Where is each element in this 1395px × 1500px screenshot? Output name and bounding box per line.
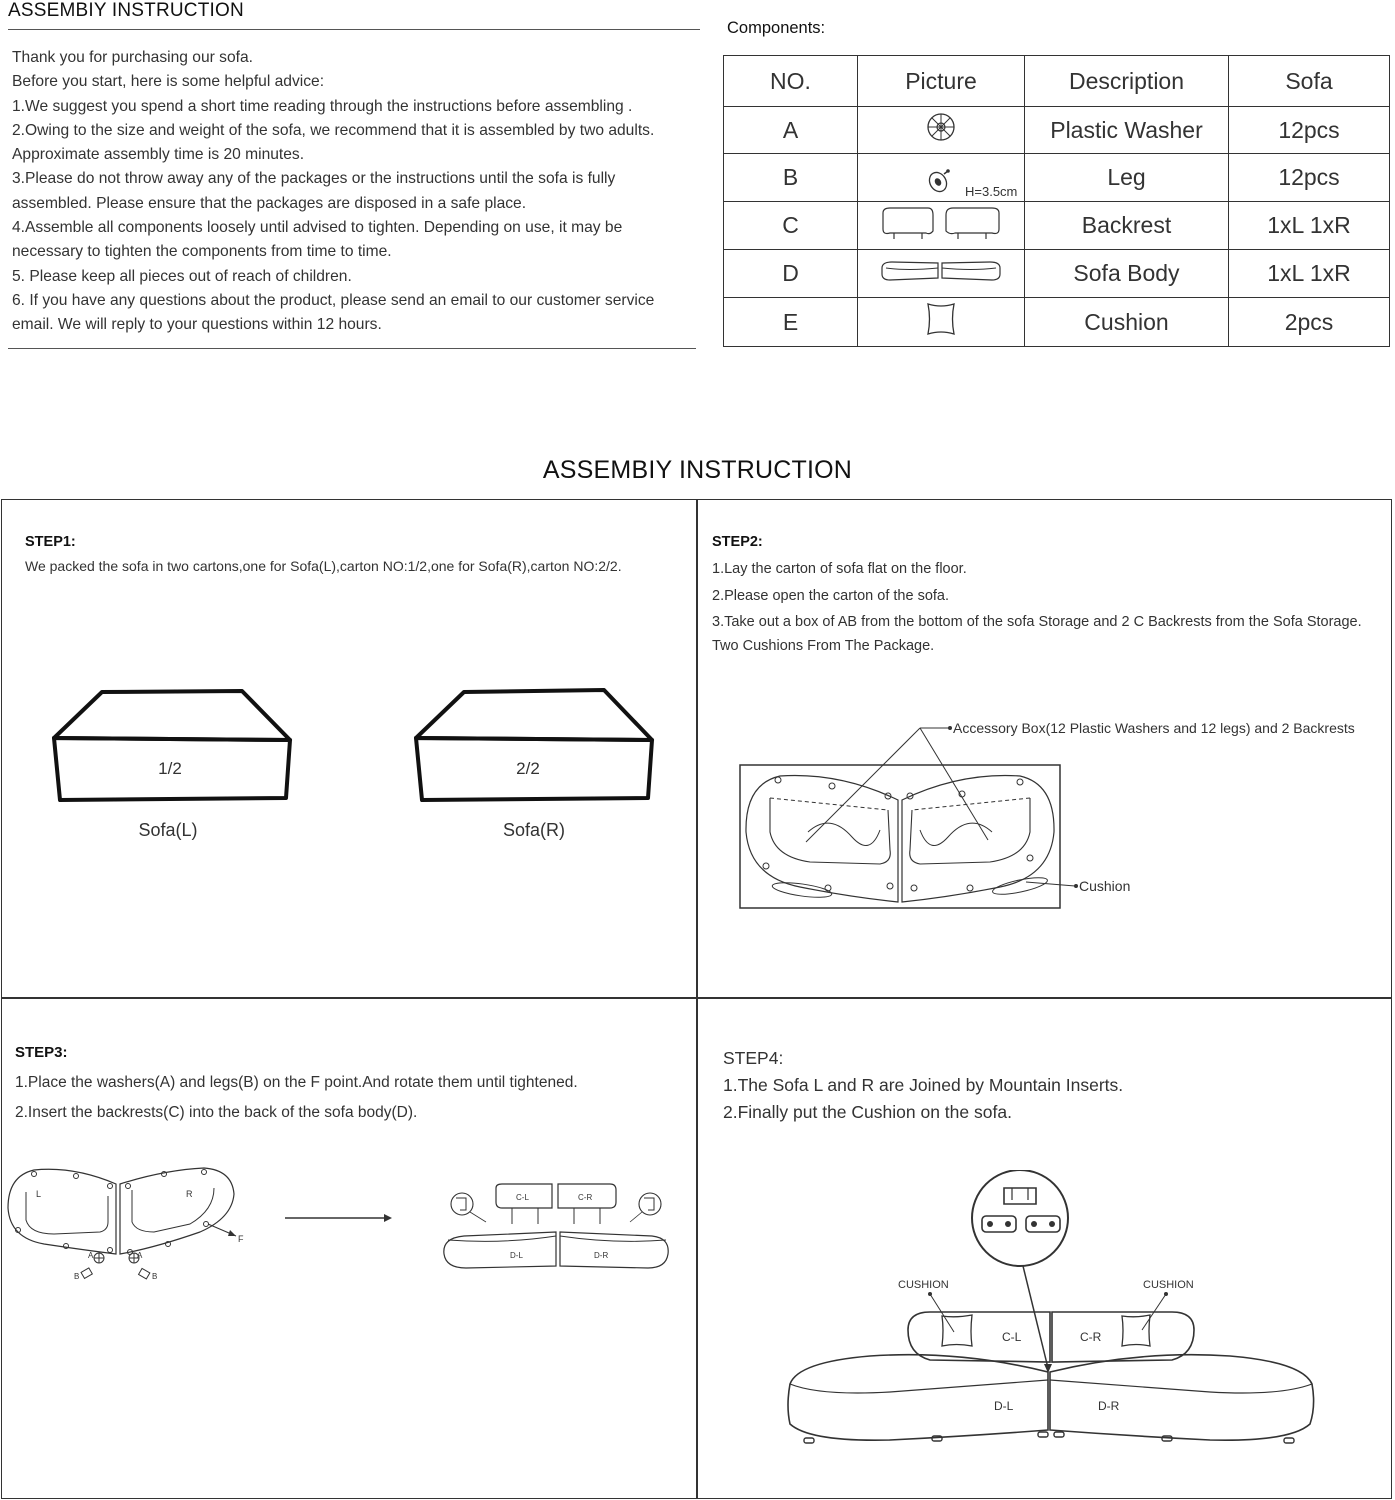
- cushion-callout: Cushion: [1079, 878, 1131, 894]
- components-label: Components:: [727, 19, 826, 37]
- step1-heading: STEP1:: [25, 534, 76, 550]
- row-description: Sofa Body: [1025, 250, 1229, 298]
- step3-label-dr: D-R: [594, 1251, 609, 1260]
- step3-label-b: B: [74, 1272, 80, 1281]
- intro-title: ASSEMBIY INSTRUCTION: [8, 0, 244, 21]
- carton-number-right: 2/2: [516, 759, 540, 778]
- step4-label-dr: D-R: [1098, 1399, 1120, 1413]
- row-qty: 2pcs: [1229, 298, 1390, 347]
- row-no: C: [724, 202, 858, 250]
- row-no: E: [724, 298, 858, 347]
- step2-line: 1.Lay the carton of sofa flat on the floor.: [712, 561, 967, 577]
- step2-line: 2.Please open the carton of the sofa.: [712, 588, 949, 604]
- step4-line: 2.Finally put the Cushion on the sofa.: [723, 1102, 1012, 1122]
- step4-cushion-label-left: CUSHION: [898, 1279, 949, 1291]
- step3-label-cr: C-R: [578, 1193, 593, 1202]
- row-no: A: [724, 107, 858, 154]
- step3-label-r: R: [186, 1189, 193, 1199]
- intro-line: email. We will reply to your questions within 12 hours.: [12, 316, 382, 334]
- row-qty: 1xL 1xR: [1229, 250, 1390, 298]
- backrest-icon: [880, 205, 1002, 241]
- intro-divider-bottom: [8, 348, 696, 349]
- intro-line: 1.We suggest you spend a short time reading through the instructions before assembling .: [12, 97, 633, 115]
- step3-heading: STEP3:: [15, 1044, 68, 1061]
- table-row: [724, 107, 1390, 154]
- intro-advice-text: [12, 46, 702, 338]
- row-picture: [858, 107, 1025, 154]
- carton-left: [54, 691, 290, 800]
- intro-line: Thank you for purchasing our sofa.: [12, 49, 253, 66]
- intro-divider-top: [8, 29, 700, 30]
- header-picture: Picture: [858, 56, 1025, 107]
- row-picture: [858, 154, 1025, 202]
- row-picture: [858, 250, 1025, 298]
- row-no: D: [724, 250, 858, 298]
- step4-label-cl: C-L: [1002, 1330, 1022, 1344]
- intro-line: 2.Owing to the size and weight of the sofa, we recommend that it is assembled by two adults.: [12, 121, 655, 139]
- intro-line: Before you start, here is some helpful advice:: [12, 73, 325, 91]
- step4-heading: STEP4:: [723, 1048, 784, 1068]
- intro-line: 4.Assemble all components loosely until advised to tighten. Depending on use, it may be: [12, 219, 623, 237]
- table-row: [724, 202, 1390, 250]
- step2-heading: STEP2:: [712, 534, 763, 550]
- row-qty: 12pcs: [1229, 107, 1390, 154]
- table-row: [724, 250, 1390, 298]
- step4-label-dl: D-L: [994, 1399, 1014, 1413]
- intro-line: Approximate assembly time is 20 minutes.: [12, 146, 305, 164]
- table-row: [724, 154, 1390, 202]
- row-qty: 12pcs: [1229, 154, 1390, 202]
- step4-label-cr: C-R: [1080, 1330, 1102, 1344]
- accessory-box-callout: Accessory Box(12 Plastic Washers and 12 legs) and 2 Backrests: [953, 720, 1355, 736]
- row-qty: 1xL 1xR: [1229, 202, 1390, 250]
- step2-line: Two Cushions From The Package.: [712, 638, 935, 654]
- row-description: Leg: [1025, 154, 1229, 202]
- step3-label-b2: B: [152, 1272, 158, 1281]
- carton-label-right: Sofa(R): [502, 820, 566, 840]
- components-table: [723, 55, 1390, 347]
- step2-open-carton-illustration: [730, 712, 1385, 922]
- row-picture: [858, 202, 1025, 250]
- cushion-icon: [925, 301, 957, 337]
- step3-label-dl: D-L: [510, 1251, 523, 1260]
- assembly-section-title: ASSEMBIY INSTRUCTION: [542, 456, 853, 484]
- step3-label-a: A: [88, 1251, 94, 1260]
- row-description: Plastic Washer: [1025, 107, 1229, 154]
- step1-text: We packed the sofa in two cartons,one for Sofa(L),carton NO:1/2,one for Sofa(R),carton NO:2/2.: [25, 558, 622, 574]
- step3-line: 2.Insert the backrests(C) into the back of the sofa body(D).: [15, 1104, 418, 1121]
- carton-number-left: 1/2: [158, 759, 182, 778]
- carton-right: [416, 690, 652, 800]
- step1-cartons-illustration: [40, 680, 680, 860]
- plastic-washer-icon: [924, 111, 958, 143]
- step4-line: 1.The Sofa L and R are Joined by Mountain Inserts.: [723, 1075, 1124, 1095]
- step3-line: 1.Place the washers(A) and legs(B) on the F point.And rotate them until tightened.: [15, 1074, 578, 1091]
- row-picture: [858, 298, 1025, 347]
- step4-illustration: [780, 1170, 1325, 1460]
- header-sofa: Sofa: [1229, 56, 1390, 107]
- row-description: Backrest: [1025, 202, 1229, 250]
- table-header-row: [724, 56, 1390, 107]
- row-description: Cushion: [1025, 298, 1229, 347]
- intro-line: 3.Please do not throw away any of the packages or the instructions until the sofa is fully: [12, 170, 616, 188]
- step4-cushion-label-right: CUSHION: [1143, 1279, 1194, 1291]
- intro-line: 5. Please keep all pieces out of reach of children.: [12, 267, 352, 285]
- table-row: [724, 298, 1390, 347]
- sofa-body-icon: [878, 258, 1004, 284]
- intro-line: necessary to tighten the components from time to time.: [12, 243, 392, 261]
- header-no: NO.: [724, 56, 858, 107]
- step3-label-a2: A: [137, 1251, 143, 1260]
- row-no: B: [724, 154, 858, 202]
- step3-label-l: L: [36, 1189, 42, 1199]
- intro-line: 6. If you have any questions about the product, please send an email to our customer service: [12, 291, 655, 309]
- step3-label-f: F: [238, 1234, 244, 1244]
- carton-label-left: Sofa(L): [138, 820, 198, 840]
- leg-icon: [922, 166, 962, 196]
- header-description: Description: [1025, 56, 1229, 107]
- leg-height-note: H=3.5cm: [965, 184, 1018, 199]
- step3-label-cl: C-L: [516, 1193, 529, 1202]
- step2-line: 3.Take out a box of AB from the bottom of the sofa Storage and 2 C Backrests from the Sofa Storage.: [712, 614, 1362, 630]
- step3-illustration: [4, 1160, 694, 1295]
- grid-divider-vertical: [696, 499, 698, 1499]
- grid-divider-horizontal: [1, 997, 1392, 999]
- intro-line: assembled. Please ensure that the packages are disposed in a safe place.: [12, 194, 527, 212]
